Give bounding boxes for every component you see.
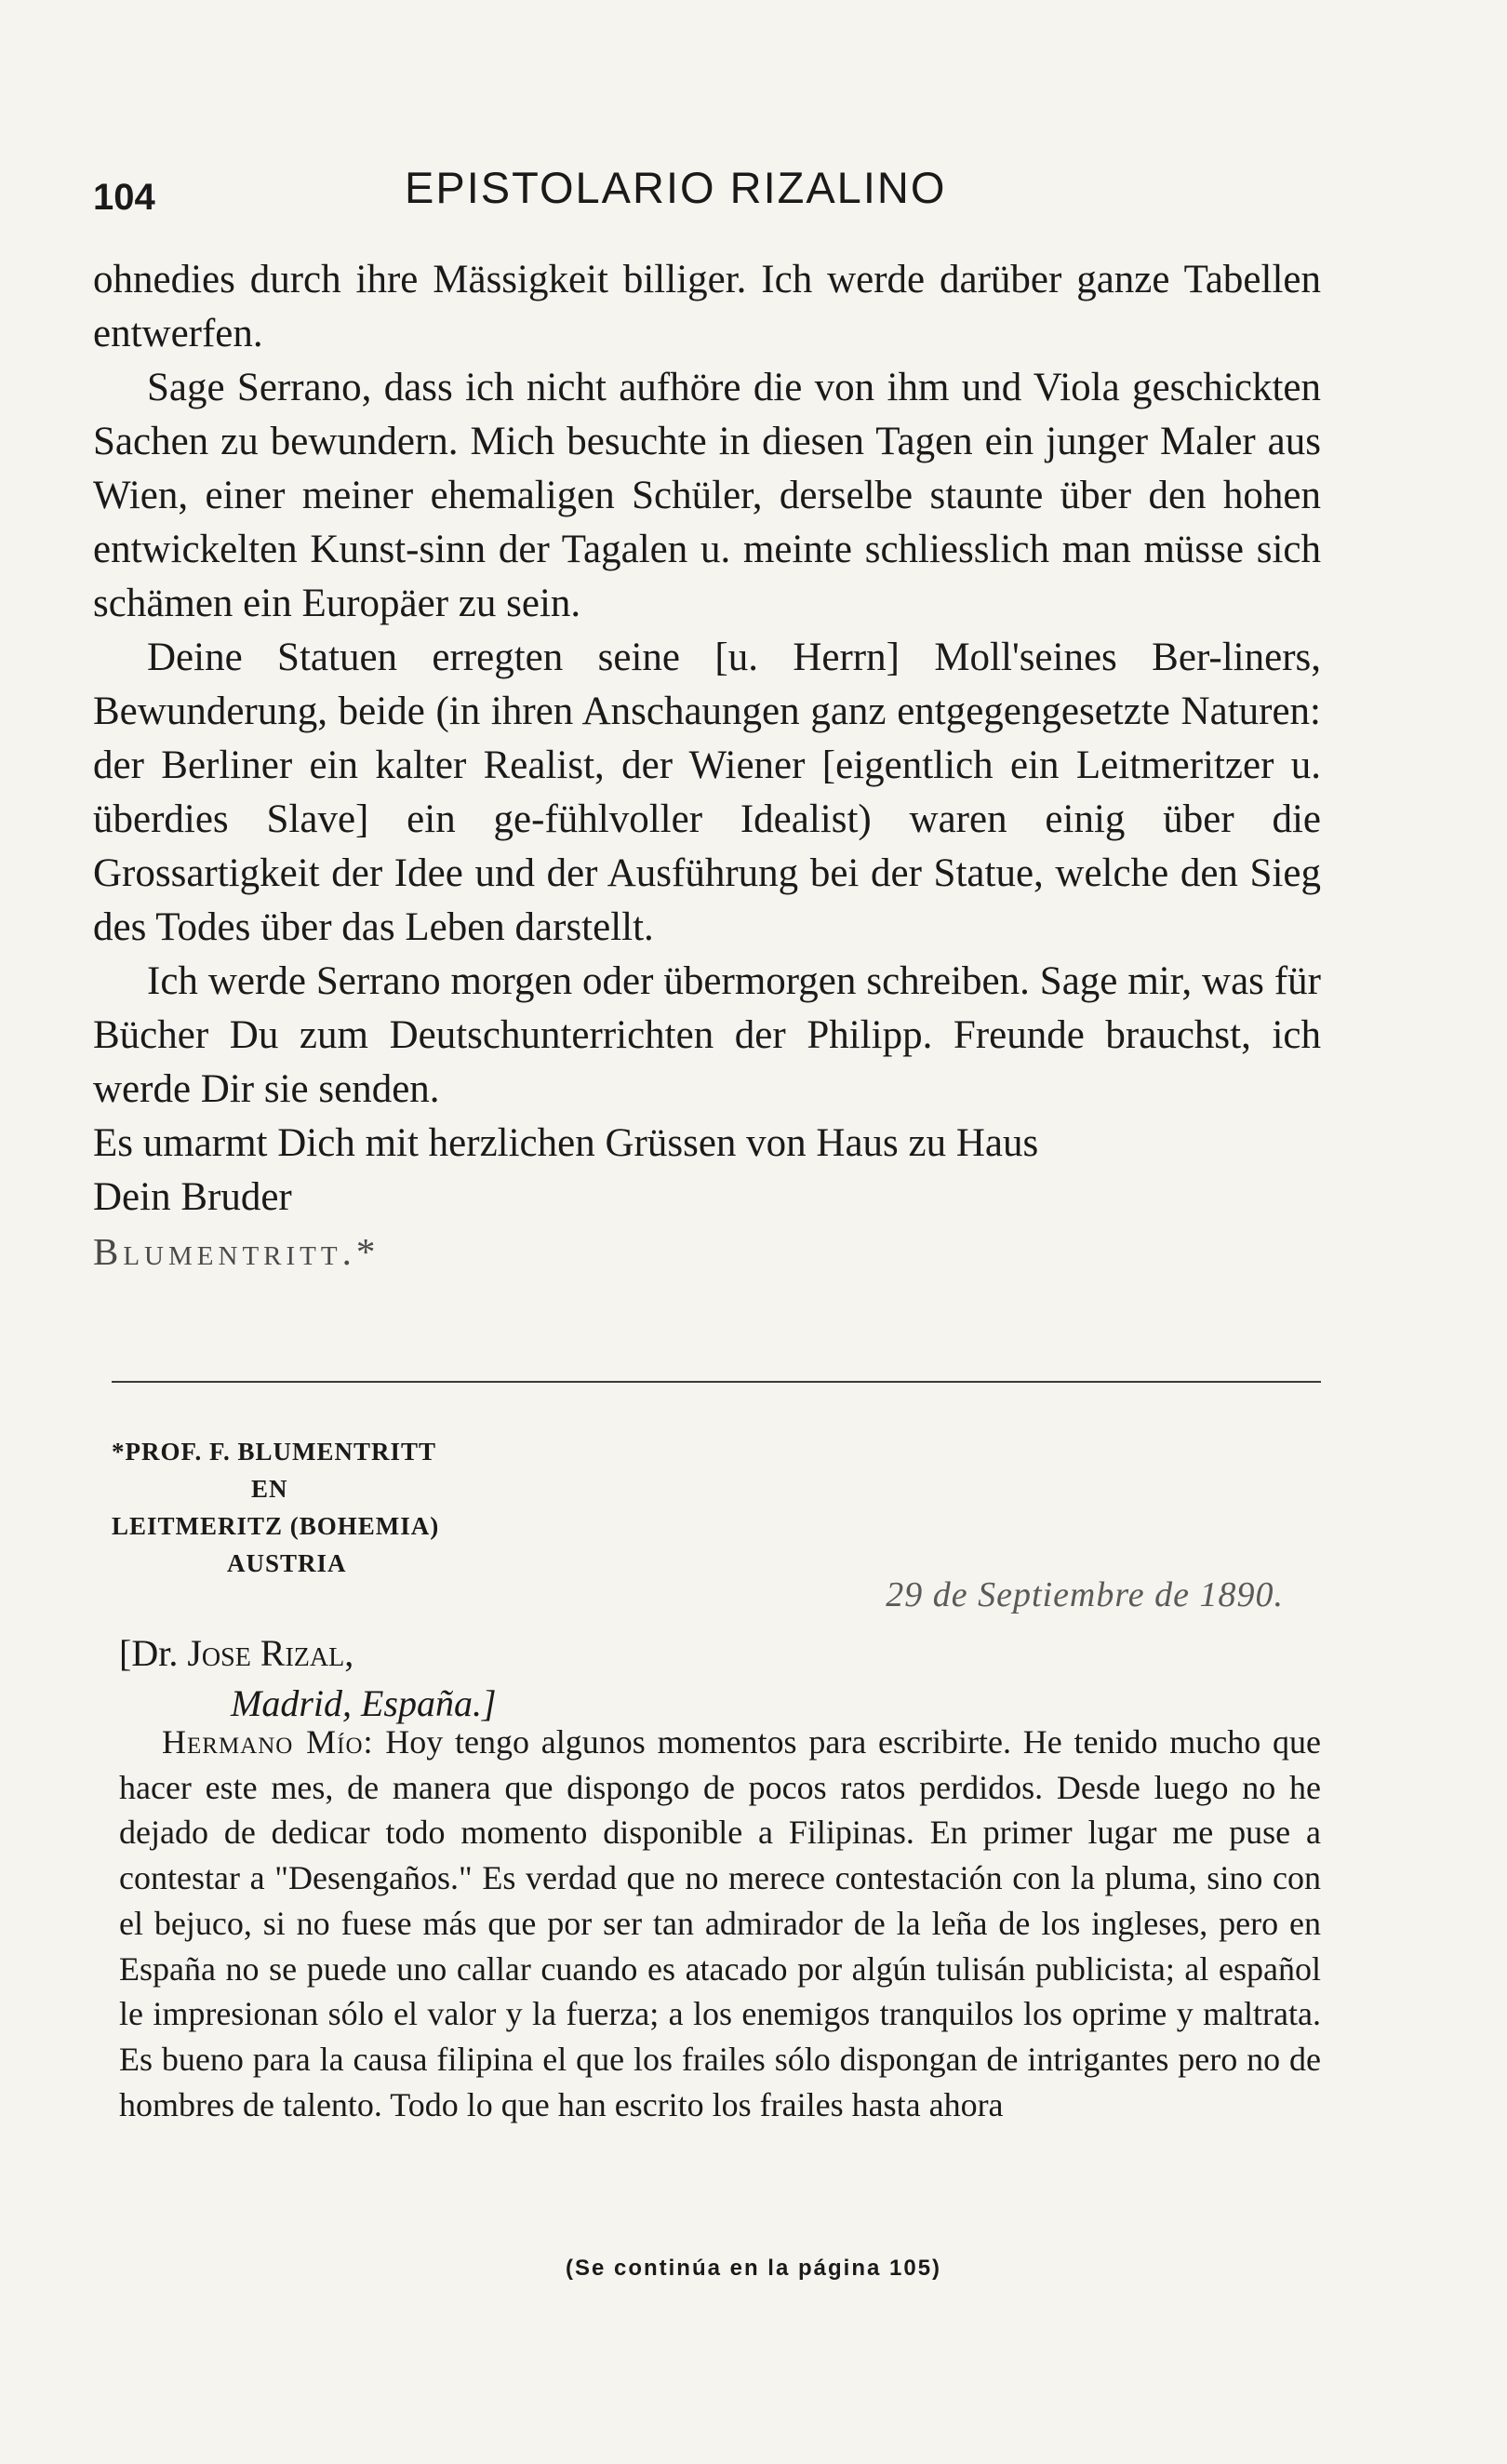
sender-address	[112, 1433, 439, 1582]
page-header	[93, 156, 1414, 231]
closing-sign: Dein Bruder	[93, 1175, 292, 1219]
address-line: EN	[251, 1475, 288, 1503]
recipient-name: Jose Rizal,	[187, 1632, 354, 1674]
paragraph: Deine Statuen erregten seine [u. Herrn] Moll'seines Ber-liners, Bewunderung, beide (in ihren Anschaungen ganz entgegengesetzte Naturen: der Berliner ein kalter Realist, der Wiener [eigentlich ein Leitmeritzer u. überdies Slave] ein ge-fühlvoller Idealist) waren einig über die Grossartigkeit der Idee und der Ausführung bei der Statue, welche den Sieg des Todes über das Leben darstellt.	[93, 636, 1321, 949]
paragraph: ohnedies durch ihre Mässigkeit billiger. Ich werde darüber ganze Tabellen entwerfen.	[93, 258, 1321, 355]
recipient-city: Madrid, España.]	[231, 1682, 497, 1724]
address-line: AUSTRIA	[227, 1549, 347, 1577]
closing-line: Es umarmt Dich mit herzlichen Grüssen von Haus zu Haus	[93, 1121, 1039, 1165]
recipient-prefix: [Dr.	[119, 1632, 188, 1674]
continuation-note: (Se continúa en la página 105)	[565, 2256, 942, 2281]
letter-blumentritt	[93, 253, 1321, 1279]
address-line: LEITMERITZ (BOHEMIA)	[112, 1512, 440, 1540]
paragraph-body: Hoy tengo algunos momentos para escribirte. He tenido mucho que hacer este mes, de manera que dispongo de pocos ratos perdidos. Desde luego no he dejado de dedicar todo momento disponible a Filipinas. En primer lugar me puse a contestar a "Desengaños." Es verdad que no merece contestación con la pluma, sino con el bejuco, si no fuese más que por ser tan admirador de la leña de los ingleses, pero en España no se puede uno callar cuando es atacado por algún tulisán publicista; al español le impresionan sólo el valor y la fuerza; a los enemigos tranquilos los oprime y maltrata. Es bueno para la causa filipina el que los frailes sólo dispongan de intrigantes pero no de hombres de talento. Todo lo que han escrito los frailes hasta ahora	[119, 1723, 1321, 2123]
signature: Blumentritt.*	[93, 1230, 380, 1273]
recipient-block	[119, 1628, 497, 1729]
paragraph	[119, 1720, 1321, 2127]
running-title: EPISTOLARIO RIZALINO	[405, 163, 947, 212]
letter-rizal-reply	[119, 1720, 1321, 2127]
paragraph: Ich werde Serrano morgen oder übermorgen schreiben. Sage mir, was für Bücher Du zum Deutschunterrichten der Philipp. Freunde brauchst, ich werde Dir sie senden.	[93, 959, 1321, 1111]
address-line: *PROF. F. BLUMENTRITT	[112, 1438, 437, 1466]
paragraph: Sage Serrano, dass ich nicht aufhöre die von ihm und Viola geschickten Sachen zu bewundern. Mich besuchte in diesen Tagen ein junger Maler aus Wien, einer meiner ehemaligen Schüler, derselbe staunte über den hohen entwickelten Kunst-sinn der Tagalen u. meinte schliesslich man müsse sich schämen ein Europäer zu sein.	[93, 366, 1321, 625]
salutation: Hermano Mío:	[162, 1723, 374, 1761]
letter-date: 29 de Septiembre de 1890.	[886, 1575, 1284, 1614]
page-number: 104	[93, 177, 155, 218]
divider	[112, 1381, 1321, 1383]
